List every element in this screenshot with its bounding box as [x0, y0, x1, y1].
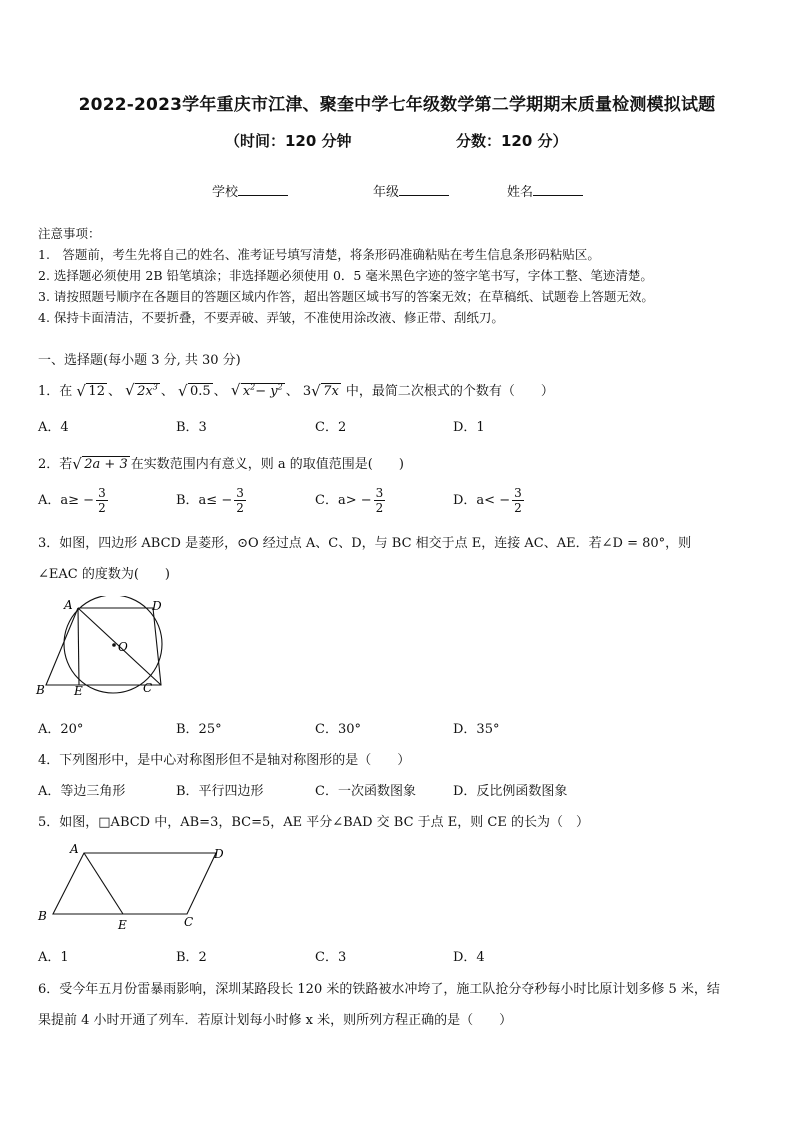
notes-heading: 注意事项：	[38, 226, 101, 241]
q1-prefix: 1．在	[38, 384, 73, 399]
q1-radical-4: √ $x^2- y^2$	[232, 383, 285, 399]
q3-rhombus	[46, 608, 161, 685]
q5-option-b[interactable]: B．2	[176, 950, 207, 965]
q4-option-a[interactable]: A．等边三角形	[38, 784, 126, 799]
q5-option-a[interactable]: A．1	[38, 950, 69, 965]
q3-label-c: C	[143, 681, 153, 695]
q1-radical-3: √ 0.5	[179, 384, 213, 399]
grade-blank[interactable]	[399, 183, 449, 196]
q5-option-d[interactable]: D．4	[453, 950, 485, 965]
q5-segment-ae	[84, 853, 123, 914]
q5-option-c[interactable]: C．3	[315, 950, 347, 965]
q3-label-d: D	[152, 599, 162, 613]
q3-option-d[interactable]: D．35°	[453, 722, 500, 737]
q1-radical-5: √ 7x	[312, 384, 341, 399]
q3-center-point	[112, 643, 116, 647]
question-6-line-1: 6．受今年五月份雷暴雨影响，深圳某路段长 120 米的铁路被水冲垮了，施工队抢分夺秒每小时比原计划多修 5 米，结	[38, 982, 720, 997]
q2-option-d[interactable]: D．a< − $\frac{3}{2}$	[453, 486, 522, 515]
q3-segment-ae	[78, 608, 79, 685]
exam-title: 2022-2023学年重庆市江津、聚奎中学七年级数学第二学期期末质量检测模拟试题	[78, 95, 716, 115]
question-3-line-2: ∠EAC 的度数为( )	[38, 567, 170, 582]
time-label: （时间：120 分钟	[225, 132, 352, 150]
q1-option-d[interactable]: D．1	[453, 420, 485, 435]
q4-option-b[interactable]: B．平行四边形	[176, 784, 264, 799]
q3-label-o: O	[118, 640, 128, 654]
q3-label-a: A	[64, 598, 73, 612]
school-blank[interactable]	[238, 183, 288, 196]
q1-radical-1: √ 12	[77, 384, 107, 399]
q3-label-b: B	[36, 683, 45, 697]
q5-label-b: B	[38, 909, 47, 923]
q5-label-a: A	[70, 842, 79, 856]
school-label: 学校	[212, 185, 239, 200]
question-2	[38, 453, 404, 472]
section-heading: 一、选择题(每小题 3 分, 共 30 分)	[38, 353, 241, 368]
q5-figure	[34, 838, 234, 934]
grade-label: 年级	[373, 185, 400, 200]
note-item-3: 3. 请按照题号顺序在各题目的答题区域内作答，超出答题区域书写的答案无效；在草稿纸、试题卷上答题无效。	[38, 289, 654, 304]
q1-radical-2: √ $2x^3$	[126, 383, 160, 399]
q3-option-b[interactable]: B．25°	[176, 722, 222, 737]
name-field	[507, 181, 583, 200]
q4-option-d[interactable]: D．反比例函数图象	[453, 784, 568, 799]
q2-option-b[interactable]: B．a≤ − $\frac{3}{2}$	[176, 486, 244, 515]
name-label: 姓名	[507, 185, 534, 200]
q2-radical: √ 2a + 3	[73, 457, 129, 472]
question-1: 1．在 √ 12 、 √ $2x^3$ 、 √ 0.5 、 √ $x^2- y^2$ 、 3√ 7x 中，最简二次根式的个数有（ ）	[38, 380, 554, 399]
q3-label-e: E	[74, 684, 83, 698]
q2-prefix: 2．若	[38, 457, 73, 472]
q2-option-c[interactable]: C．a> − $\frac{3}{2}$	[315, 486, 384, 515]
q1-option-a[interactable]: A．4	[38, 420, 69, 435]
question-5: 5．如图，□ABCD 中，AB=3，BC=5，AE 平分∠BAD 交 BC 于点 E，则 CE 的长为（ ）	[38, 815, 589, 830]
q1-option-c[interactable]: C．2	[315, 420, 347, 435]
note-item-2: 2. 选择题必须使用 2B 铅笔填涂；非选择题必须使用 0．5 毫米黑色字迹的签字笔书写，字体工整、笔迹清楚。	[38, 268, 653, 283]
q3-option-c[interactable]: C．30°	[315, 722, 361, 737]
grade-field	[373, 181, 449, 200]
question-4: 4．下列图形中，是中心对称图形但不是轴对称图形的是（ ）	[38, 753, 411, 768]
q2-suffix: 在实数范围内有意义，则 a 的取值范围是( )	[130, 457, 404, 472]
q5-label-c: C	[184, 915, 194, 929]
score-label: 分数：120 分）	[456, 132, 568, 150]
note-item-4: 4. 保持卡面清洁，不要折叠，不要弄破、弄皱，不准使用涂改液、修正带、刮纸刀。	[38, 310, 504, 325]
school-field	[212, 181, 288, 200]
q3-figure	[30, 596, 180, 698]
q5-label-e: E	[118, 918, 127, 932]
q4-option-c[interactable]: C．一次函数图象	[315, 784, 416, 799]
question-3-line-1: 3．如图，四边形 ABCD 是菱形，⊙O 经过点 A、C、D，与 BC 相交于点 E，连接 AC、AE．若∠D = 80°，则	[38, 536, 692, 551]
q3-option-a[interactable]: A．20°	[38, 722, 84, 737]
note-item-1: 1. 答题前，考生先将自己的姓名、准考证号填写清楚，将条形码准确粘贴在考生信息条形码粘贴区。	[38, 247, 600, 262]
name-blank[interactable]	[533, 183, 583, 196]
q1-suffix: 中，最简二次根式的个数有（ ）	[345, 384, 554, 399]
q2-option-a[interactable]: A．a≥ − $\frac{3}{2}$	[38, 486, 106, 515]
q5-parallelogram	[53, 853, 216, 914]
question-6-line-2: 果提前 4 小时开通了列车．若原计划每小时修 x 米，则所列方程正确的是（ ）	[38, 1013, 513, 1028]
q5-label-d: D	[214, 847, 224, 861]
q1-option-b[interactable]: B．3	[176, 420, 207, 435]
